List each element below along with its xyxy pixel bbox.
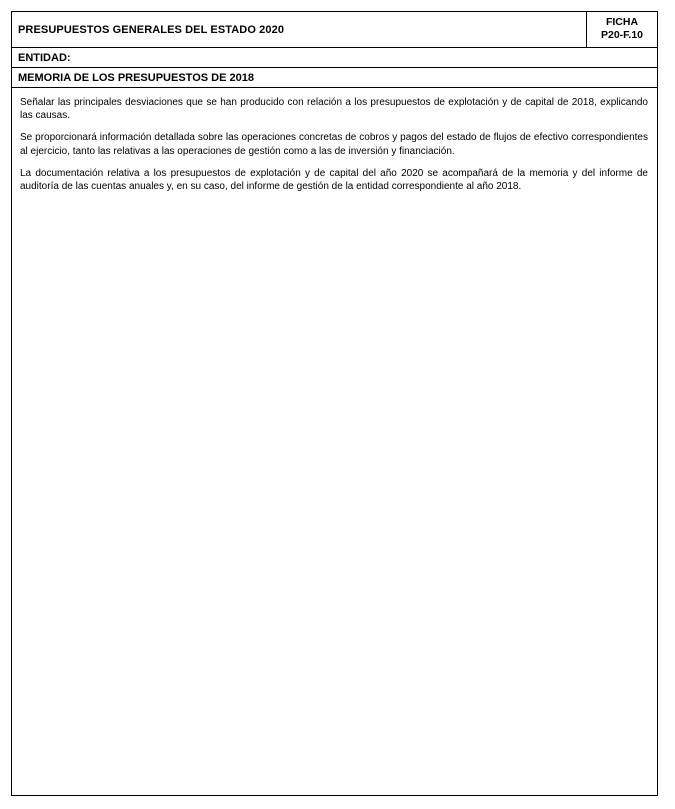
entidad-field (12, 48, 657, 68)
instructions-body (20, 96, 648, 202)
page-title: PRESUPUESTOS GENERALES DEL ESTADO 2020 (18, 24, 285, 36)
ficha-box (586, 12, 657, 47)
section-heading (12, 68, 657, 88)
ficha-code: P20-F.10 (600, 29, 644, 41)
instruction-paragraph-2: Se proporcionará información detallada sobre las operaciones concretas de cobros y pagos del estado de flujos de efectivo correspondientes al ejercicio, tanto las relativas a las operaciones de gestión como a las de inversión y financiación. (20, 132, 648, 157)
budget-form (11, 11, 658, 796)
entidad-label: ENTIDAD: (18, 52, 71, 64)
ficha-label: FICHA (605, 16, 639, 28)
instruction-paragraph-1: Señalar las principales desviaciones que se han producido con relación a los presupuestos de explotación y de capital de 2018, explicando las causas. (20, 97, 648, 122)
instruction-paragraph-3: La documentación relativa a los presupuestos de explotación y de capital del año 2020 se acompañará de la memoria y del informe de auditoría de las cuentas anuales y, en su caso, del informe de gestión de la entidad correspondiente al año 2018. (20, 167, 648, 193)
form-header (12, 12, 657, 48)
section-title: MEMORIA DE LOS PRESUPUESTOS DE 2018 (18, 72, 254, 84)
